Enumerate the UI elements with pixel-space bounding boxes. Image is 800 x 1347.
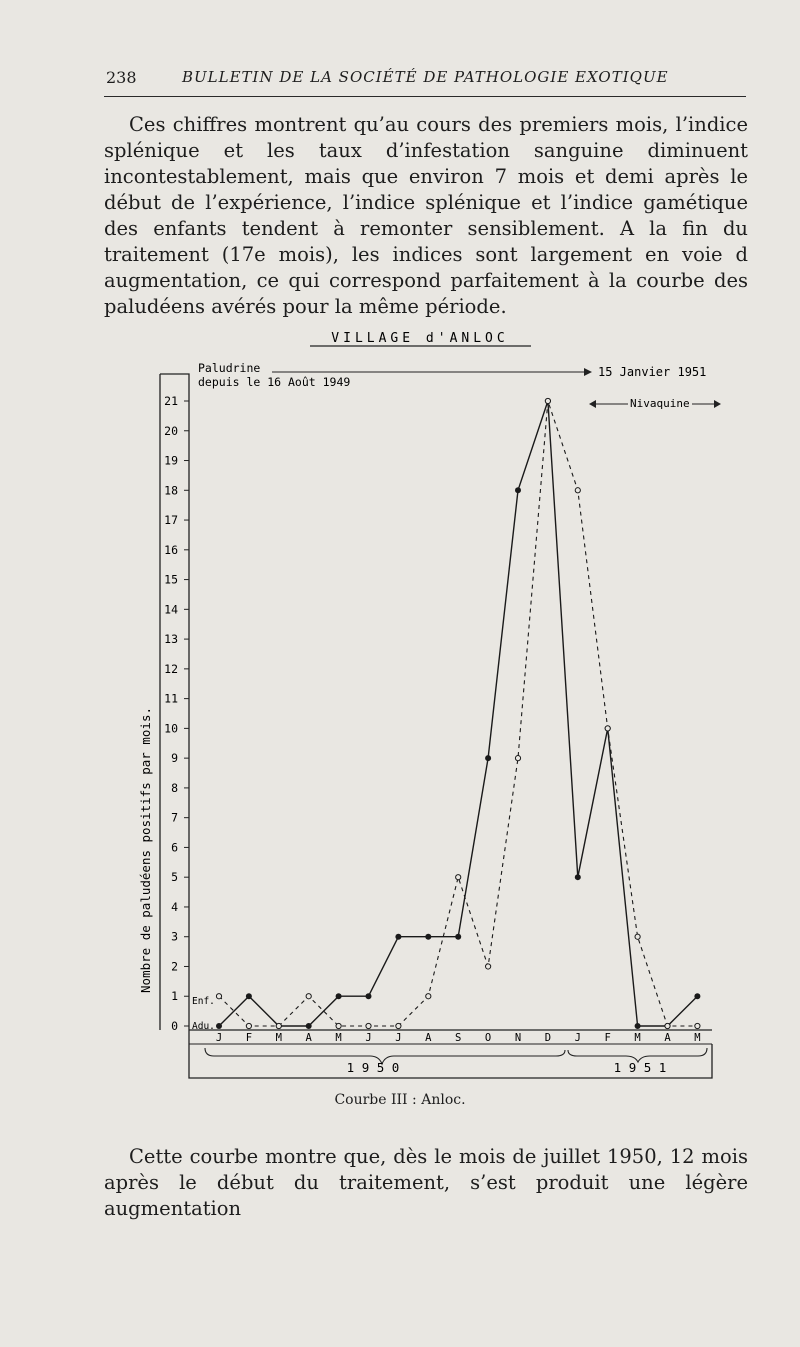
- year-label-1951: 1 9 5 1: [613, 1060, 667, 1075]
- series-point-open: [545, 398, 550, 403]
- y-tick-label: 1: [171, 989, 178, 1004]
- series-point-filled: [485, 755, 491, 761]
- y-tick-label: 20: [164, 423, 178, 438]
- x-tick-label: M: [694, 1032, 701, 1044]
- x-tick-label: J: [215, 1032, 223, 1044]
- y-tick-label: 21: [164, 394, 178, 408]
- chart-title: VILLAGE d'ANLOC: [331, 331, 509, 346]
- series-point-open: [336, 1023, 341, 1028]
- annotation-paludrine-date: depuis le 16 Août 1949: [198, 375, 351, 389]
- y-tick-label: 14: [164, 602, 178, 617]
- year-label-1950: 1 9 5 0: [346, 1060, 400, 1075]
- series-point-open: [515, 756, 520, 761]
- x-tick-label: M: [335, 1032, 342, 1044]
- y-tick-label: 0: [171, 1019, 178, 1033]
- paludrine-arrow-head: [584, 368, 592, 376]
- x-tick-label: M: [275, 1032, 282, 1044]
- y-tick-label: 19: [164, 453, 178, 468]
- x-tick-label: A: [305, 1032, 312, 1044]
- series-point-filled: [575, 874, 581, 880]
- y-tick-label: 2: [171, 959, 178, 974]
- x-tick-label: A: [425, 1032, 432, 1044]
- series-point-open: [426, 994, 431, 999]
- series-point-filled: [336, 993, 342, 999]
- series-point-open: [695, 1023, 700, 1028]
- y-tick-label: 6: [171, 840, 178, 855]
- y-tick-label: 8: [171, 780, 178, 795]
- figure-caption: Courbe III : Anloc.: [334, 1092, 466, 1108]
- series-point-open: [216, 994, 221, 999]
- y-tick-label: 16: [164, 542, 178, 557]
- x-tick-label: S: [455, 1032, 462, 1044]
- y-tick-label: 15: [164, 572, 178, 587]
- series-point-open: [486, 964, 491, 969]
- y-axis-ticks: [164, 394, 189, 1033]
- series-point-open: [575, 488, 580, 493]
- series-point-open: [456, 875, 461, 880]
- series-point-open: [635, 934, 640, 939]
- paragraph-top: Ces chiffres montrent qu’au cours des premiers mois, l’indice splénique et les taux d’infestation sanguine diminuent incontestablement, mais que environ 7 mois et demi après le début de l’expérience, l’indice splénique et l’indice gamétique des enfants tendent à remonter sensiblement. A la fin du traitement (17e mois), les indices sont largement en voie d augmentation, ce qui correspond parfaitement à la courbe des paludéens avérés pour la même période.: [104, 113, 748, 318]
- series-point-filled: [395, 934, 401, 940]
- running-title: BULLETIN DE LA SOCIÉTÉ DE PATHOLOGIE EXOTIQUE: [182, 68, 669, 86]
- y-axis-title: Nombre de paludéens positifs par mois.: [138, 707, 153, 993]
- x-tick-label: M: [634, 1032, 641, 1044]
- series-point-open: [306, 994, 311, 999]
- series-point-filled: [515, 487, 521, 493]
- x-tick-label: F: [245, 1032, 253, 1044]
- series-point-filled: [216, 1023, 222, 1029]
- series-point-filled: [366, 993, 372, 999]
- y-tick-label: 9: [171, 751, 178, 766]
- paragraph-bottom: Cette courbe montre que, dès le mois de juillet 1950, 12 mois après le début du traitement, s’est produit une légère augmentation: [104, 1145, 748, 1220]
- series-point-open: [665, 1023, 670, 1028]
- series-point-filled: [425, 934, 431, 940]
- series-point-filled: [306, 1023, 312, 1029]
- series-point-filled: [635, 1023, 641, 1029]
- series-line-1: [219, 401, 697, 1026]
- annotation-paludrine-end: 15 Janvier 1951: [598, 365, 707, 379]
- x-tick-label: N: [514, 1032, 522, 1044]
- x-tick-label: J: [365, 1032, 372, 1044]
- y-tick-label: 18: [164, 483, 178, 498]
- series-point-open: [396, 1023, 401, 1028]
- y-tick-label: 17: [164, 513, 178, 528]
- x-tick-label: J: [574, 1032, 581, 1044]
- series-layer: [216, 398, 700, 1029]
- series-label-enf: Enf.: [192, 996, 215, 1007]
- y-tick-label: 7: [171, 810, 178, 825]
- series-point-filled: [246, 993, 252, 999]
- y-tick-label: 12: [164, 661, 178, 676]
- series-point-open: [246, 1023, 251, 1028]
- y-tick-label: 11: [164, 691, 178, 706]
- x-tick-label: D: [544, 1032, 552, 1044]
- series-point-filled: [455, 934, 461, 940]
- x-tick-label: J: [395, 1032, 402, 1044]
- y-tick-label: 5: [171, 870, 178, 885]
- y-tick-label: 4: [171, 899, 178, 914]
- chart-frame: [160, 374, 712, 1078]
- nivaquine-arrow-head-left: [589, 400, 596, 408]
- y-tick-label: 10: [164, 721, 178, 736]
- y-tick-label: 13: [164, 632, 178, 647]
- series-point-filled: [694, 993, 700, 999]
- x-axis-ticks: [216, 1032, 701, 1044]
- y-tick-label: 3: [171, 929, 178, 944]
- x-tick-label: O: [484, 1032, 492, 1044]
- series-point-open: [605, 726, 610, 731]
- x-tick-label: F: [604, 1032, 611, 1044]
- annotation-nivaquine: Nivaquine: [630, 397, 690, 410]
- series-line-0: [219, 401, 697, 1026]
- series-point-open: [366, 1023, 371, 1028]
- series-label-adu: Adu.: [192, 1021, 215, 1032]
- series-point-open: [276, 1023, 281, 1028]
- x-tick-label: A: [664, 1032, 671, 1044]
- page-number: 238: [106, 68, 137, 87]
- annotation-paludrine: Paludrine: [198, 361, 261, 375]
- nivaquine-arrow-head-right: [714, 400, 721, 408]
